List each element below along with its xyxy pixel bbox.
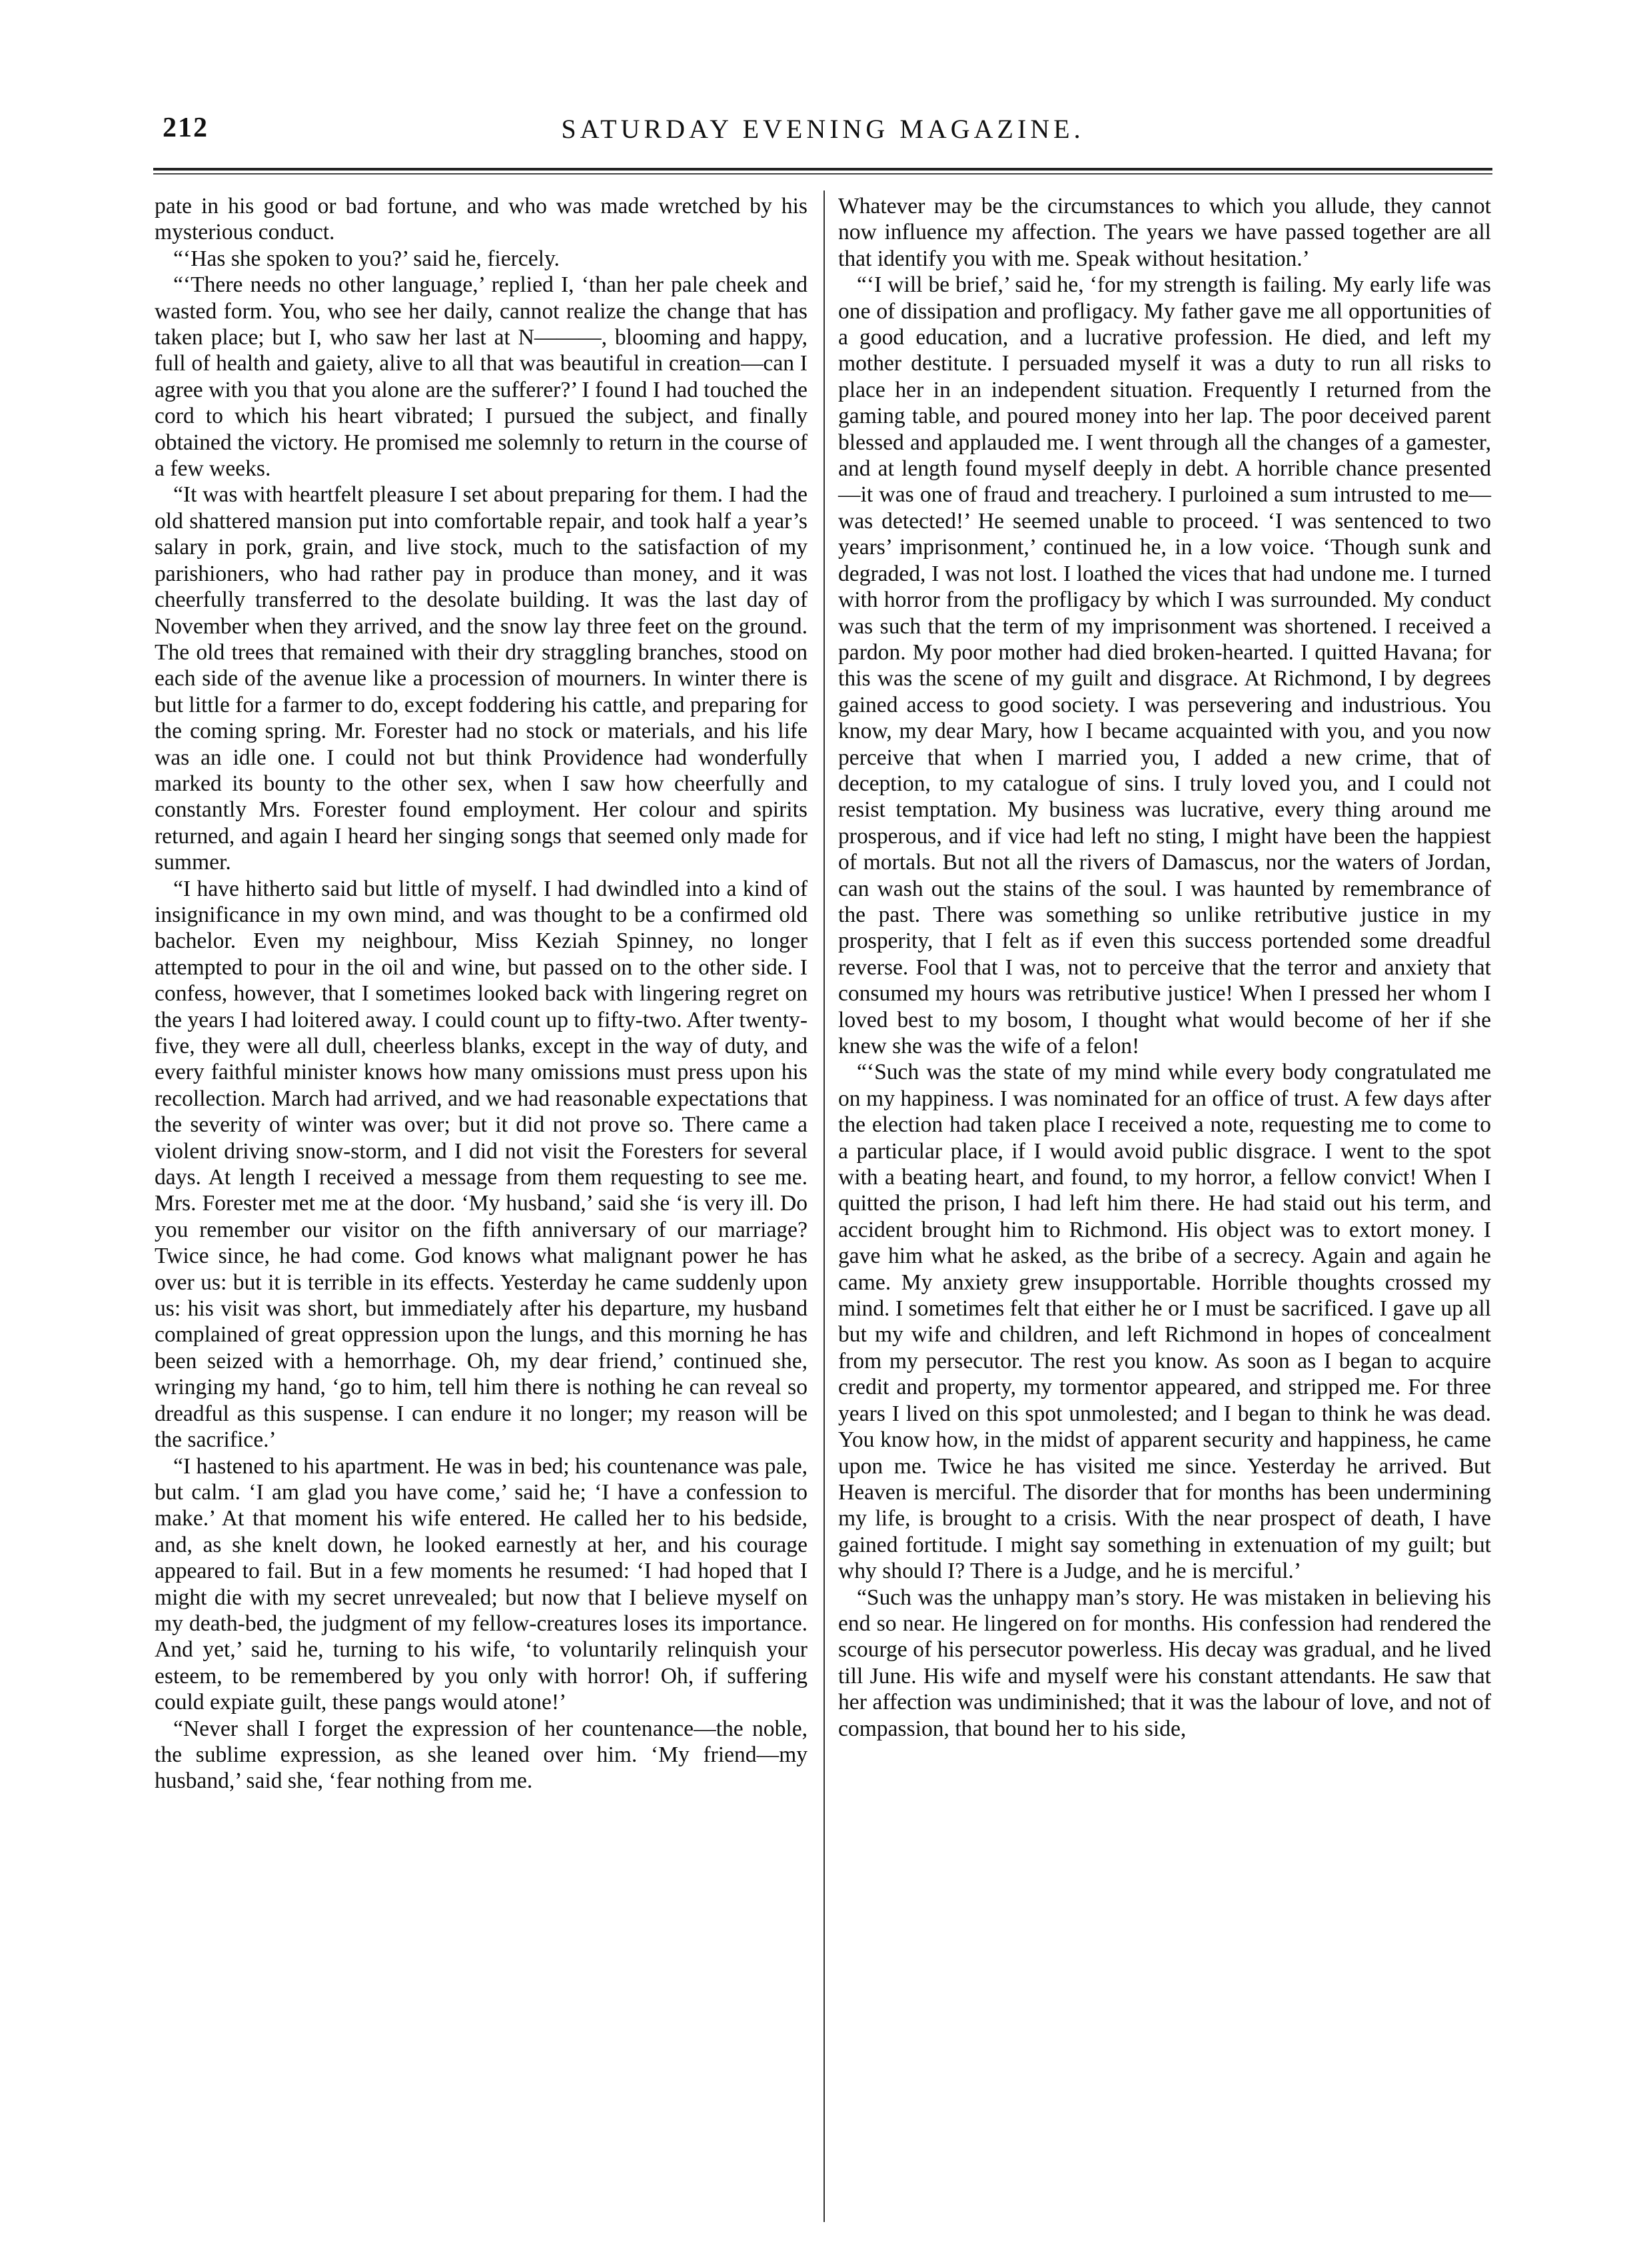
right-paragraph: “Such was the unhappy man’s story. He was mistaken in believing his end so near. He lingered on for months. His confession had rendered the scourge of his persecutor powerless. His decay was gradual, and he lived till June. His wife and myself were his constant attendants. He saw that her affection was undiminished; that it was the labour of love, and not of compassion, that bound her to his side,: [838, 1585, 1491, 1741]
header-rule-thin: [153, 173, 1492, 175]
column-divider: [823, 190, 825, 2222]
right-paragraph: “‘I will be brief,’ said he, ‘for my strength is failing. My early life was one of dissipation and profligacy. My father gave me all opportunities of a good education, and a lucrative profession. He died, and left my mother destitute. I persuaded myself it was a duty to run all risks to place her in an independent situation. Frequently I returned from the gaming table, and poured money into her lap. The poor deceived parent blessed and applauded me. I went through all the changes of a gamester, and at length found myself deeply in debt. A horrible chance presented—it was one of fraud and treachery. I purloined a sum intrusted to me—was detected!’ He seemed unable to proceed. ‘I was sentenced to two years’ imprisonment,’ continued he, in a low voice. ‘Though sunk and degraded, I was not lost. I loathed the vices that had undone me. I turned with horror from the profligacy by which I was surrounded. My conduct was such that the term of my imprisonment was shortened. I received a pardon. My poor mother had died broken-hearted. I quitted Havana; for this was the scene of my guilt and disgrace. At Richmond, I by degrees gained access to good society. I was persevering and industrious. You know, my dear Mary, how I became acquainted with you, and you now perceive that when I married you, I added a new crime, that of deception, to my catalogue of sins. I truly loved you, and I could not resist temptation. My business was lucrative, every thing around me prosperous, and if vice had left no sting, I might have been the happiest of mortals. But not all the rivers of Damascus, nor the waters of Jordan, can wash out the stains of the soul. I was haunted by remembrance of the past. There was something so unlike retributive justice in my prosperity, that I felt as if even this success portended some dreadful reverse. Fool that I was, not to perceive that the terror and anxiety that consumed my hours was retributive justice! When I pressed her whom I loved best to my bosom, I thought what would become of her if she knew she was the wife of a felon!: [838, 272, 1491, 1058]
left-paragraph: “‘Has she spoken to you?’ said he, fiercely.: [173, 246, 560, 271]
page-header: [153, 107, 1492, 153]
right-paragraph: “‘Such was the state of my mind while every body congratulated me on my happiness. I was nominated for an office of trust. A few days after the election had taken place I received a note, requesting me to come to a particular place, if I would avoid public disgrace. I went to the spot with a beating heart, and found, to my horror, a fellow convict! When I quitted the prison, I had left him there. He had staid out his term, and accident brought him to Richmond. His object was to extort money. I gave him what he asked, as the bribe of a secrecy. Again and again he came. My anxiety grew insupportable. Horrible thoughts crossed my mind. I sometimes felt that either he or I must be sacrificed. I gave up all but my wife and children, and left Richmond in hopes of concealment from my persecutor. The rest you know. As soon as I began to acquire credit and property, my tormentor appeared, and stripped me. For three years I lived on this spot unmolested; and I began to think he was dead. You know how, in the midst of apparent security and happiness, he came upon me. Twice he has visited me since. Yesterday he arrived. But Heaven is merciful. The disorder that for months has been undermining my life, is brought to a crisis. With the near prospect of death, I have gained fortitude. I might say something in extenuation of my guilt; but why should I? There is a Judge, and he is merciful.’: [838, 1060, 1491, 1584]
right-column: [838, 193, 1491, 1742]
header-rule: [153, 168, 1492, 177]
left-paragraph: pate in his good or bad fortune, and who was made wretched by his mysterious conduct.: [155, 194, 808, 245]
left-paragraph: “‘There needs no other language,’ replied I, ‘than her pale cheek and wasted form. You, who see her daily, cannot realize the change that has taken place; but I, who saw her last at N———, blooming and happy, full of health and gaiety, alive to all that was beautiful in creation—can I agree with you that you alone are the sufferer?’ I found I had touched the cord to which his heart vibrated; I pursued the subject, and finally obtained the victory. He promised me solemnly to return in the course of a few weeks.: [155, 272, 808, 482]
left-paragraph: “I hastened to his apartment. He was in bed; his countenance was pale, but calm. ‘I am glad you have come,’ said he; ‘I have a confession to make.’ At that moment his wife entered. He called her to his bedside, and, as she knelt down, he looked earnestly at her, and his courage appeared to fail. But in a few moments he resumed: ‘I had hoped that I might die with my secret unrevealed; but now that I believe myself on my death-bed, the judgment of my fellow-creatures loses its importance. And yet,’ said he, turning to his wife, ‘to voluntarily relinquish your esteem, to be remembered by you only with horror! Oh, if suffering could expiate guilt, these pangs would atone!’: [155, 1453, 808, 1715]
right-paragraph: Whatever may be the circumstances to which you allude, they cannot now influence my affection. The years we have passed together are all that identify you with me. Speak without hesitation.’: [838, 194, 1491, 271]
left-paragraph: “I have hitherto said but little of myself. I had dwindled into a kind of insignificance in my own mind, and was thought to be a confirmed old bachelor. Even my neighbour, Miss Keziah Spinney, no longer attempted to pour in the oil and wine, but passed on to the other side. I confess, however, that I sometimes looked back with lingering regret on the years I had loitered away. I could count up to fifty-two. After twenty-five, they were all dull, cheerless blanks, except in the way of duty, and every faithful minister knows how many omissions must press upon his recollection. March had arrived, and we had reasonable expectations that the severity of winter was over; but it did not prove so. There came a violent driving snow-storm, and I did not visit the Foresters for several days. At length I received a message from them requesting to see me. Mrs. Forester met me at the door. ‘My husband,’ said she ‘is very ill. Do you remember our visitor on the fifth anniversary of our marriage? Twice since, he had come. God knows what malignant power he has over us: but it is terrible in its effects. Yesterday he came suddenly upon us: his visit was short, but immediately after his departure, my husband complained of great oppression upon the lungs, and this morning he has been seized with a hemorrhage. Oh, my dear friend,’ continued she, wringing my hand, ‘go to him, tell him there is nothing he can reveal so dreadful as this suspense. I can endure it no longer; my reason will be the sacrifice.’: [155, 876, 808, 1453]
header-rule-thick: [153, 168, 1492, 171]
page-number: 212: [163, 113, 209, 143]
left-column: [155, 193, 808, 1794]
left-paragraph: “It was with heartfelt pleasure I set about preparing for them. I had the old shattered mansion put into comfortable repair, and took half a year’s salary in pork, grain, and live stock, much to the satisfaction of my parishioners, who had rather pay in produce than money, and it was cheerfully transferred to the desolate building. It was the last day of November when they arrived, and the snow lay three feet on the ground. The old trees that remained with their dry straggling branches, stood on each side of the avenue like a procession of mourners. In winter there is but little for a farmer to do, except foddering his cattle, and preparing for the coming spring. Mr. Forester had no stock or materials, and his life was an idle one. I could not but think Providence had wonderfully marked its bounty to the other sex, when I saw how cheerfully and constantly Mrs. Forester found employment. Her colour and spirits returned, and again I heard her singing songs that seemed only made for summer.: [155, 482, 808, 875]
running-title: SATURDAY EVENING MAGAZINE.: [561, 114, 1085, 144]
left-paragraph: “Never shall I forget the expression of her countenance—the noble, the sublime expression, as she leaned over him. ‘My friend—my husband,’ said she, ‘fear nothing from me.: [155, 1716, 808, 1794]
